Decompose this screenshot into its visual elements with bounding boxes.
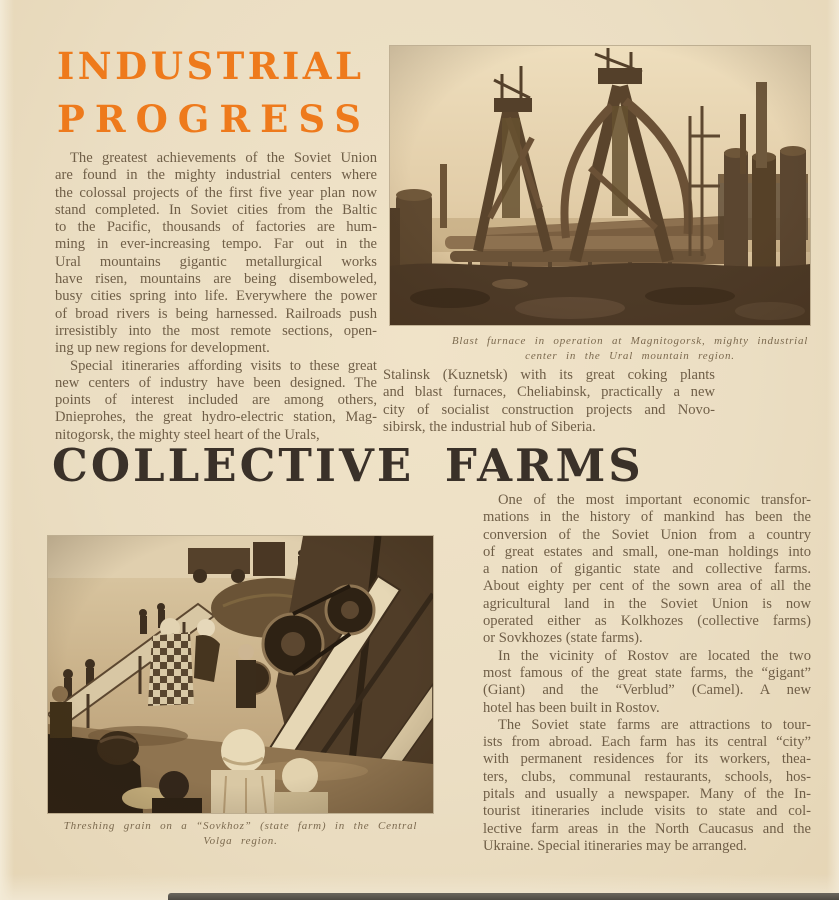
collective-farms-heading: COLLECTIVE FARMS <box>52 439 644 492</box>
text-line: ing up new regions for development. <box>55 340 270 357</box>
industrial-progress-heading <box>57 40 371 146</box>
text-line: busy cities spring into life. Everywhere the power <box>55 288 377 305</box>
text-line: lective farm areas in the North Caucasus and the <box>483 820 811 837</box>
text-line: operated either as Kolkhozes (collective farms) <box>483 613 811 630</box>
farms-paragraph-3 <box>483 717 811 855</box>
text-line: The Soviet state farms are attractions to tour- <box>498 716 811 733</box>
farms-paragraph-1 <box>483 492 811 648</box>
text-line: have risen, mountains are being disemboweled, <box>55 271 377 288</box>
text-line: of broad rivers is being harnessed. Railroads push <box>55 305 377 322</box>
industrial-intro-paragraph <box>55 150 377 358</box>
text-line: with permanent residences for its workers, thea- <box>483 751 811 768</box>
text-line: Special itineraries affording visits to these great <box>70 357 377 374</box>
farms-right-column <box>483 492 811 855</box>
text-line: a nation of gigantic state and collective farms. <box>483 561 811 578</box>
text-line: ters, clubs, communal restaurants, schools, hos- <box>483 768 811 785</box>
text-line: center in the Ural mountain region. <box>525 350 735 362</box>
text-line: of great estates and small, one-man holdings into <box>483 543 811 560</box>
text-line: Threshing grain on a “Sovkhoz” (state farm) in the Central <box>63 820 418 832</box>
text-line: Stalinsk (Kuznetsk) with its great coking plants <box>383 367 715 383</box>
text-line: Volga region. <box>203 835 278 847</box>
text-line: or Sovkhozes (state farms). <box>483 630 643 647</box>
text-line: stand completed. In Soviet cities from the Baltic <box>55 201 377 218</box>
text-line: (Giant) and the “Verblud” (Camel). A new <box>483 682 811 699</box>
industrial-left-column <box>55 150 377 444</box>
text-line: One of the most important economic transfor- <box>498 492 811 508</box>
text-line: Ukraine. Special itineraries may be arranged. <box>483 837 747 854</box>
threshing-photo-caption <box>48 819 433 849</box>
text-line: conversion of the Soviet Union from a country <box>483 526 811 543</box>
threshing-photo <box>48 536 433 813</box>
industrial-photo <box>390 46 810 325</box>
text-line: most famous of the great state farms, the “gigant” <box>483 664 811 681</box>
text-line: ming in ever-increasing tempo. Far out in the <box>55 236 377 253</box>
text-line: In the vicinity of Rostov are located the two <box>498 647 811 664</box>
text-line: and blast furnaces, Cheliabinsk, practically a new <box>383 384 715 401</box>
industrial-itinerary-paragraph <box>55 358 377 444</box>
text-line: About eighty per cent of the sown area of all the <box>483 578 811 595</box>
text-line: ists from abroad. Each farm has its central “city” <box>483 734 811 751</box>
text-line: pitals and usually a newspaper. Many of the In- <box>483 786 811 803</box>
page-edge-shadow <box>168 893 839 900</box>
text-line: irresistibly into the most remote sections, open- <box>55 322 377 339</box>
text-line: city of socialist construction projects and Novo- <box>383 401 715 418</box>
blast-furnace-illustration <box>390 46 810 325</box>
text-line: nitogorsk, the mighty steel heart of the Urals, <box>55 426 320 443</box>
industrial-continuation-paragraph <box>383 367 715 436</box>
heading-line-2: PROGRESS <box>57 97 371 141</box>
text-line: tourist itineraries include visits to state and col- <box>483 803 811 820</box>
text-line: hotel has been built in Rostov. <box>483 699 660 716</box>
text-line: to the Pacific, thousands of factories are hum- <box>55 219 377 236</box>
text-line: Ural mountains gigantic metallurgical works <box>55 253 377 270</box>
heading-line-1: INDUSTRIAL <box>57 44 365 88</box>
farms-paragraph-2 <box>483 648 811 717</box>
text-line: are found in the mighty industrial centers where <box>55 167 377 184</box>
text-line: agricultural land in the Soviet Union is now <box>483 595 811 612</box>
text-line: new centers of industry have been designed. The <box>55 374 377 391</box>
threshing-illustration <box>48 536 433 813</box>
text-line: The greatest achievements of the Soviet Union <box>70 150 377 166</box>
text-line: the colossal projects of the first five year plan now <box>55 184 377 201</box>
text-line: mations in the history of mankind has been the <box>483 509 811 526</box>
text-line: Dnieprohes, the great hydro-electric station, Mag- <box>55 409 377 426</box>
industrial-photo-caption <box>430 334 830 364</box>
text-line: sibirsk, the industrial hub of Siberia. <box>383 418 596 435</box>
text-line: Blast furnace in operation at Magnitogorsk, mighty industrial <box>451 335 809 347</box>
text-line: points of interest included are among others, <box>55 392 377 409</box>
